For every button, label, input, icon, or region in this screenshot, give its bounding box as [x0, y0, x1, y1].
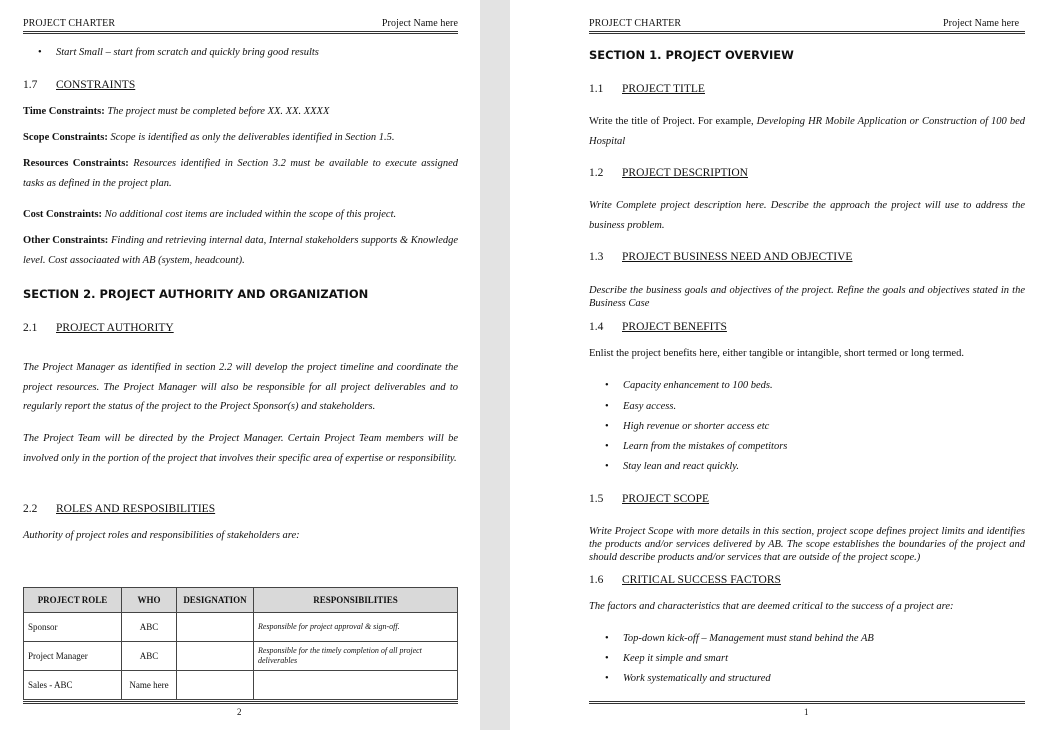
list-item: • Easy access.	[605, 401, 677, 412]
column-header: RESPONSIBILITIES	[254, 588, 458, 613]
time-constraints-paragraph: Time Constraints: The project must be completed before XX. XX. XXXX	[23, 106, 330, 117]
role-cell: Sponsor	[24, 613, 122, 642]
header-right-project-name: Project Name here	[943, 18, 1020, 29]
list-item: • Stay lean and react quickly.	[605, 461, 739, 472]
subsection-title-business-need: PROJECT BUSINESS NEED AND OBJECTIVE	[622, 251, 853, 263]
page-gap	[480, 0, 510, 730]
header-right-project-name: Project Name here	[381, 18, 458, 29]
who-cell: ABC	[122, 642, 177, 671]
subsection-number: 1.1	[589, 83, 604, 95]
responsibility-cell	[254, 671, 458, 700]
subsection-title-description: PROJECT DESCRIPTION	[622, 167, 748, 179]
list-item: • Capacity enhancement to 100 beds.	[605, 380, 773, 391]
column-header: DESIGNATION	[177, 588, 254, 613]
roles-table	[23, 587, 458, 700]
subsection-title-constraints: CONSTRAINTS	[56, 79, 136, 91]
cost-constraints-paragraph: Cost Constraints: No additional cost items are included within the scope of this project.	[23, 209, 397, 220]
list-item: • Start Small – start from scratch and quickly bring good results	[38, 47, 319, 58]
subsection-number: 1.2	[589, 167, 604, 179]
subsection-title-scope: PROJECT SCOPE	[622, 493, 710, 505]
scope-paragraph: Write Project Scope with more details in this section, project scope defines project limits and identifies the products and/or services delivered by AB. The scope establishes the boundaries of the project and should describe products and/or services that are outside of the project scope.)	[589, 526, 1025, 563]
document-page-2	[0, 0, 480, 730]
subsection-title-authority: PROJECT AUTHORITY	[56, 322, 174, 334]
who-cell: ABC	[122, 613, 177, 642]
responsibility-cell: Responsible for the timely completion of all project deliverables	[254, 642, 458, 671]
business-need-paragraph: Describe the business goals and objectives of the project. Refine the goals and objectives stated in the Business Case	[589, 285, 1025, 309]
subsection-number: 1.4	[589, 321, 604, 333]
description-paragraph: Write Complete project description here. Describe the approach the project will use to address the business problem.	[589, 200, 1025, 231]
subsection-title-roles: ROLES AND RESPOSIBILITIES	[56, 503, 216, 515]
who-cell: Name here	[122, 671, 177, 700]
section-1-title: SECTION 1. PROJECT OVERVIEW	[589, 48, 794, 62]
table-header-row	[24, 588, 458, 613]
document-page-1	[511, 0, 1060, 730]
table-row	[24, 613, 458, 642]
subsection-number: 1.5	[589, 493, 604, 505]
subsection-number: 1.6	[589, 574, 604, 586]
page-number: 2	[237, 707, 242, 717]
list-item: • Top-down kick-off – Management must stand behind the AB	[605, 633, 874, 644]
project-title-paragraph: Write the title of Project. For example, Developing HR Mobile Application or Construction of 100 bed Hospital	[589, 116, 1025, 147]
list-item: • High revenue or shorter access etc	[605, 421, 770, 432]
benefits-paragraph: Enlist the project benefits here, either tangible or intangible, short termed or long termed.	[589, 348, 964, 359]
list-item: • Learn from the mistakes of competitors	[605, 441, 788, 452]
list-item: • Keep it simple and smart	[605, 653, 728, 664]
designation-cell	[177, 671, 254, 700]
designation-cell	[177, 642, 254, 671]
csf-paragraph: The factors and characteristics that are deemed critical to the success of a project are:	[589, 601, 954, 612]
subsection-number: 2.2	[23, 503, 38, 515]
other-constraints-paragraph: Other Constraints: Finding and retrieving internal data, Internal stakeholders supports & Knowledge level. Cost associaated with AB (system, headcount).	[23, 235, 459, 266]
column-header: PROJECT ROLE	[24, 588, 122, 613]
list-item: • Work systematically and structured	[605, 673, 771, 684]
designation-cell	[177, 613, 254, 642]
subsection-number: 2.1	[23, 322, 38, 334]
subsection-number: 1.7	[23, 79, 38, 91]
subsection-title-benefits: PROJECT BENEFITS	[622, 321, 727, 333]
header-rule	[589, 31, 1025, 34]
responsibility-cell: Responsible for project approval & sign-off.	[254, 613, 458, 642]
header-left-title: PROJECT CHARTER	[23, 18, 116, 29]
header-rule	[23, 31, 458, 34]
subsection-title-project-title: PROJECT TITLE	[622, 83, 705, 95]
authority-paragraph-1: The Project Manager as identified in section 2.2 will develop the project timeline and coordinate the project resources. The Project Manager will also be responsible for all project deliverables and to regularly report the status of the project to the Project Sponsor(s) and stakeholders.	[23, 362, 458, 412]
page-number: 1	[804, 707, 809, 717]
resources-constraints-paragraph: Resources Constraints: Resources identified in Section 3.2 must be available to execute assigned tasks as defined in the project plan.	[23, 158, 459, 189]
authority-paragraph-2: The Project Team will be directed by the Project Manager. Certain Project Team members will be involved only in the portion of the project that involves their specific area of expertise or responsibility.	[23, 433, 458, 464]
scope-constraints-paragraph: Scope Constraints: Scope is identified as only the deliverables identified in Section 1.5.	[23, 132, 395, 143]
roles-intro: Authority of project roles and responsibilities of stakeholders are:	[23, 530, 300, 541]
role-cell: Sales - ABC	[24, 671, 122, 700]
header-left-title: PROJECT CHARTER	[589, 18, 682, 29]
subsection-number: 1.3	[589, 251, 604, 263]
table-row	[24, 642, 458, 671]
column-header: WHO	[122, 588, 177, 613]
role-cell: Project Manager	[24, 642, 122, 671]
subsection-title-critical-success-factors: CRITICAL SUCCESS FACTORS	[622, 574, 781, 586]
footer-rule	[23, 701, 458, 704]
table-row	[24, 671, 458, 700]
section-2-title: SECTION 2. PROJECT AUTHORITY AND ORGANIZATION	[23, 287, 369, 301]
footer-rule	[589, 701, 1025, 704]
